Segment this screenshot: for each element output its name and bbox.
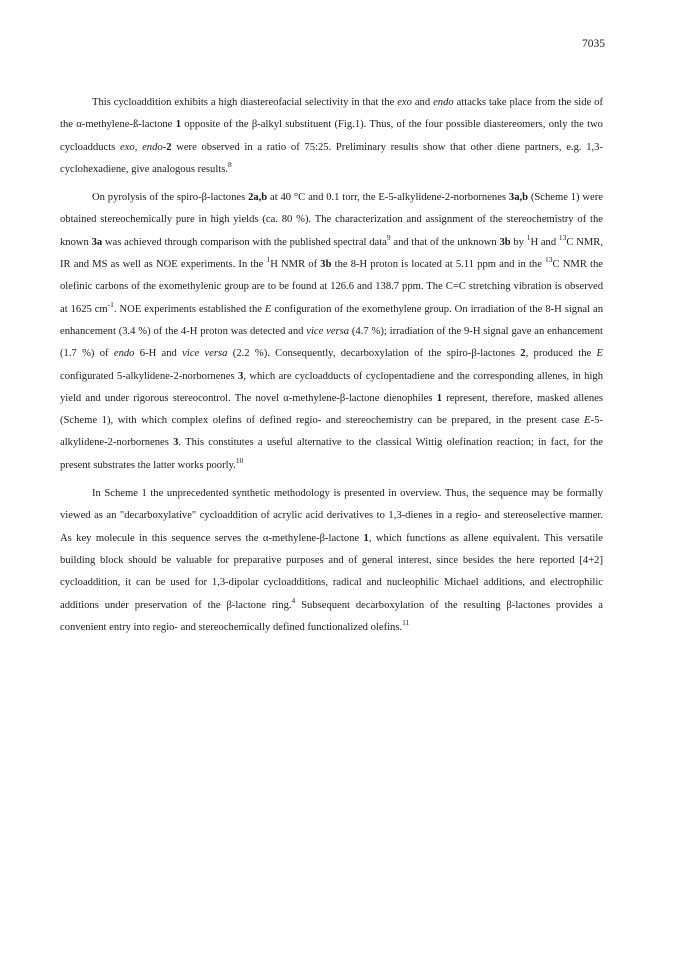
reference-superscript: 13	[545, 255, 553, 265]
text-run: 2a,b	[248, 192, 268, 204]
paragraph	[60, 483, 603, 639]
text-run: represent, therefore, masked allenes (Scheme 1), with which complex olefins of defined regio- and stereochemistry can be prepared, in the present case	[60, 392, 603, 427]
reference-superscript: 10	[235, 455, 244, 465]
text-run: C NMR, IR and MS as well as NOE experiments. In the	[60, 236, 603, 271]
text-run: 3a	[91, 236, 103, 248]
text-run: -5-alkylidene-2-norbornenes	[60, 415, 603, 449]
text-run: 3	[237, 370, 244, 382]
reference-superscript: 1	[526, 232, 531, 242]
text-run: were observed in a ratio of 75:25. Preliminary results show that other diene partners, e.g. 1,3-cyclohexadiene, give analogous results.	[60, 141, 604, 175]
text-run: H and	[530, 236, 559, 248]
text-run: E	[264, 303, 272, 315]
text-run: (4.7 %); irradiation of the 9-H signal gave an enhancement (1.7 %) of	[60, 325, 603, 360]
text-run: 3b	[499, 236, 511, 248]
text-run: at 40 °C and 0.1 torr, the E-5-alkylidene-2-norbornenes	[267, 192, 509, 204]
text-run: This cycloaddition exhibits a high diastereofacial selectivity in that the	[92, 97, 398, 108]
text-run: attacks take place from the side of the α-methylene-ß-lactone	[60, 97, 603, 131]
text-run: configurated 5-alkylidene-2-norbornenes	[60, 370, 238, 382]
text-run: and	[411, 97, 434, 108]
reference-superscript: 4	[291, 595, 296, 605]
text-run: and that of the unknown	[390, 236, 500, 248]
text-run: H NMR of	[270, 259, 321, 271]
text-run: endo	[433, 97, 454, 108]
text-run: exo	[397, 97, 412, 108]
text-run: . This constitutes a useful alternative to the classical Wittig olefination reaction; in fact, for the present substrates the latter works poorly.	[60, 437, 603, 471]
text-run: configuration of the exomethylene group. On irradiation of the 8-H signal an enhancement (3.4 %) of the 4-H proton was detected and	[60, 303, 603, 337]
paragraph	[60, 92, 603, 181]
paragraph	[60, 187, 603, 477]
text-run: . NOE experiments established the	[113, 303, 265, 315]
text-run: opposite of the β-alkyl substituent (Fig.1). Thus, of the four possible diastereomers, only the two cycloadducts	[60, 119, 603, 153]
text-run: by	[510, 236, 527, 248]
text-run: 2	[166, 141, 172, 153]
text-run: exo, endo	[120, 141, 163, 153]
reference-superscript: 8	[227, 159, 232, 169]
reference-superscript: 13	[558, 232, 567, 242]
reference-superscript: 11	[402, 617, 410, 627]
text-run: , which functions as allene equivalent. This versatile building block should be valuable for preparative purposes and of general interest, since besides the here reported [4+2] cycloaddition, it can be used for 1,3-dipolar cycloadditions, radical and nucleophilic Michael additions, and electrophilic additions under preservation of the β-lactone ring.	[60, 532, 604, 611]
reference-superscript: 1	[266, 255, 271, 265]
text-run: (2.2 %). Consequently, decarboxylation of the spiro-β-lactones	[227, 348, 521, 360]
text-run: 3	[173, 437, 179, 449]
text-run: 1	[175, 119, 181, 131]
text-run: 3a,b	[508, 192, 529, 204]
text-run: , produced the	[525, 348, 597, 360]
text-run: , which are cycloadducts of cyclopentadiene and the corresponding allenes, in high yield and under rigorous stereocontrol. The novel α-methylene-β-lactone dienophiles	[60, 370, 603, 404]
text-run: -	[162, 141, 167, 153]
text-run: 1	[436, 392, 442, 404]
text-run: On pyrolysis of the spiro-β-lactones	[92, 192, 249, 204]
text-run: the 8-H proton is located at 5.11 ppm and in the	[331, 259, 546, 271]
text-run: Subsequent decarboxylation of the resulting β-lactones provides a convenient entry into regio- and stereochemically defined functionalized olefins.	[60, 599, 603, 633]
text-run: 3b	[320, 259, 332, 271]
text-run: 1	[363, 532, 369, 544]
reference-superscript: 9	[386, 232, 391, 242]
text-run: E	[596, 348, 603, 360]
text-run: endo	[113, 348, 135, 360]
text-run: 6-H and	[134, 348, 183, 360]
text-run: E	[584, 415, 591, 427]
text-run: was achieved through comparison with the published spectral data	[102, 236, 387, 248]
text-run: In Scheme 1 the unprecedented synthetic methodology is presented in overview. Thus, the sequence may be formally viewed as an "decarboxylative" cycloaddition of acrylic acid derivatives to 1,3-dienes in a regio- and stereoselective manner. As key molecule in this sequence serves the α-methylene-β-lactone	[60, 488, 603, 544]
reference-superscript: -1	[107, 299, 114, 309]
text-run: vice versa	[306, 325, 350, 337]
text-run: vice versa	[182, 348, 228, 360]
page-number: 7035	[582, 38, 605, 50]
text-run: (Scheme 1) were obtained stereochemically pure in high yields (ca. 80 %). The characterization and assignment of the stereochemistry of the known	[60, 192, 603, 248]
text-run: C NMR the olefinic carbons of the exomethylenic group are to be found at 126.6 and 138.7 ppm. The C=C stretching vibration is observed at 1625 cm	[60, 259, 603, 315]
body-text	[60, 92, 603, 639]
text-run: 2	[520, 348, 526, 360]
